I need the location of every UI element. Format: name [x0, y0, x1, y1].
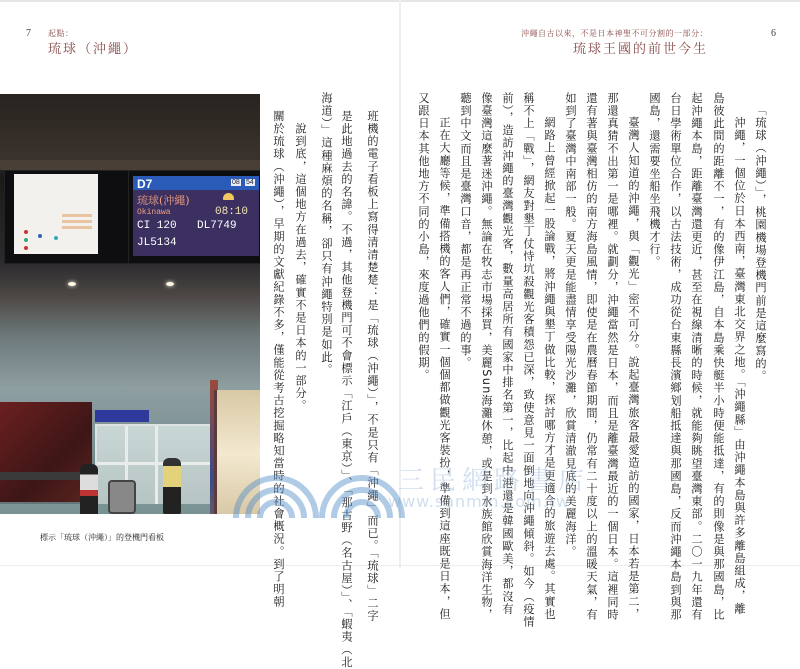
text-column: 聽到中文而且是臺灣口音，都是再正常不過的事。 [459, 92, 472, 370]
counter [0, 472, 92, 480]
text-column: 沖繩，一個位於日本西南，臺灣東北交界之地。「沖繩縣」由沖繩本島與許多離島組成，離 [733, 104, 746, 615]
departure-time: 08:10 [215, 206, 249, 218]
flight-number: JL5134 [137, 237, 177, 249]
text-column: 網路上曾經掀起一股論戰，將沖繩與墾丁做比較，探討哪方才是更適合的旅遊去處。其實也 [543, 104, 556, 621]
right-page-number: 6 [771, 28, 776, 39]
gate-sign [95, 410, 149, 422]
text-column: 那還真猜不出第一是哪裡。就劃分，沖繩當然是日本，而且是離臺灣最近的一個日本。這裡同時 [606, 92, 619, 622]
display-case [214, 390, 260, 514]
text-column: 如到了臺灣中南部一般。夏天更是能盡情享受陽光沙灘，欣賞清澈見底的美麗海洋。 [564, 92, 577, 559]
ceiling-beam [0, 160, 260, 170]
clock-minute: 54 [246, 179, 254, 186]
stroller [108, 480, 136, 514]
text-column: 班機的電子看板上寫得清清楚楚：是「琉球（沖繩）」，不是只有「沖繩」而已。「琉球」二字 [366, 110, 379, 623]
text-column: 台日學術單位合作，以古法技術，成功從台東縣長濱鄉划船抵達與那國島，反而沖繩本島到與那 [669, 92, 682, 622]
traveler-yellow-jacket [163, 458, 181, 514]
text-column: 島彼此間的距離不一，有的像伊江島，自本島乘快艇半小時便能抵達，有的則像是與那國島，比 [712, 92, 725, 622]
ceiling [0, 94, 260, 164]
text-column: 海道）」這種麻煩的名稱，卻只有沖繩特別是如此。 [320, 92, 333, 377]
left-header-label: 起點： [48, 29, 74, 38]
ceiling-light [166, 282, 174, 286]
left-page-number: 7 [26, 28, 31, 39]
right-header-label: 沖繩自古以來，不是日本神聖不可分割的一部分： [521, 29, 708, 38]
text-column: 國島，還需要坐船坐飛機才行。 [648, 92, 661, 269]
text-column: 「琉球（沖繩）」，桃園機場登機門前是這麼寫的。 [754, 104, 767, 383]
watermark-text: 三民網路書店 [398, 466, 591, 496]
flight-number: DL7749 [197, 220, 237, 232]
destination-chinese: 琉球(沖繩) [137, 194, 190, 207]
text-column: 又跟日本其他地方不同的小島，來度過他們的假期。 [417, 92, 430, 382]
text-column: 前），造訪沖繩的臺灣觀光客，數量高居所有國家中排名第一，比起中港還是韓國歐美，都沒有 [501, 92, 514, 616]
map-screen [14, 174, 98, 254]
ceiling-light [68, 282, 76, 286]
right-header-title: 琉球王國的前世今生 [572, 42, 708, 57]
sun-cloud-icon [223, 193, 234, 200]
gate-label: D7 [137, 177, 153, 191]
left-header-title: 琉球（沖繩） [48, 42, 139, 57]
flight-number: CI 120 [137, 220, 177, 232]
traveler-with-backpack [80, 464, 98, 514]
text-column: 稱不上「戰」，網友對墾丁仗恃坑殺觀光客積怨已深，致使意見一面倒地向沖繩傾斜。如今（疫情 [522, 92, 535, 629]
poster-wall [0, 402, 92, 502]
text-column: 關於琉球（沖繩），早期的文獻紀錄不多，僅能從考古挖掘略知當時的社會概況。到了明朝 [272, 110, 285, 609]
watermark-url: www.sanmin.com.tw [388, 492, 571, 511]
text-column: 還有著與臺灣相仿的南方海島風情，即使是在農曆春節期間，仍常有二十度以上的溫暖天氣，有 [585, 92, 598, 622]
airport-gate-photo [0, 94, 260, 514]
text-column: 起沖繩本島，距離臺灣還更近，甚至在視線清晰的時候，就能夠眺望臺灣東部。二〇一九年還有 [690, 92, 703, 622]
clock-hour: 08 [232, 179, 240, 186]
destination-english: Okinawa [137, 208, 171, 217]
departure-board [133, 176, 259, 256]
text-column: 是此地過去的名諱。不過，其他登機門可不會標示「江戶（東京）」、「那古野（名古屋）」、「蝦夷（北 [340, 110, 353, 669]
text-column: 說到底，這個地方在過去，確實不是日本的一部分。 [294, 110, 307, 413]
text-column: 正在大廳等候，準備搭機的客人們，確實一個個都做觀光客裝扮，準備到這座既是日本，但 [438, 104, 451, 621]
text-column: 像臺灣這麼著迷沖繩。無論在牧志市場採買，美麗Sun海灘休憩，或是到水族館欣賞海洋生物， [480, 92, 493, 622]
photo-caption: 標示「琉球（沖繩）」的登機門看板 [40, 533, 164, 542]
text-column: 臺灣人知道的沖繩，與「觀光」密不可分。說起臺灣旅客最愛造訪的國家，日本若是第二， [627, 104, 640, 621]
